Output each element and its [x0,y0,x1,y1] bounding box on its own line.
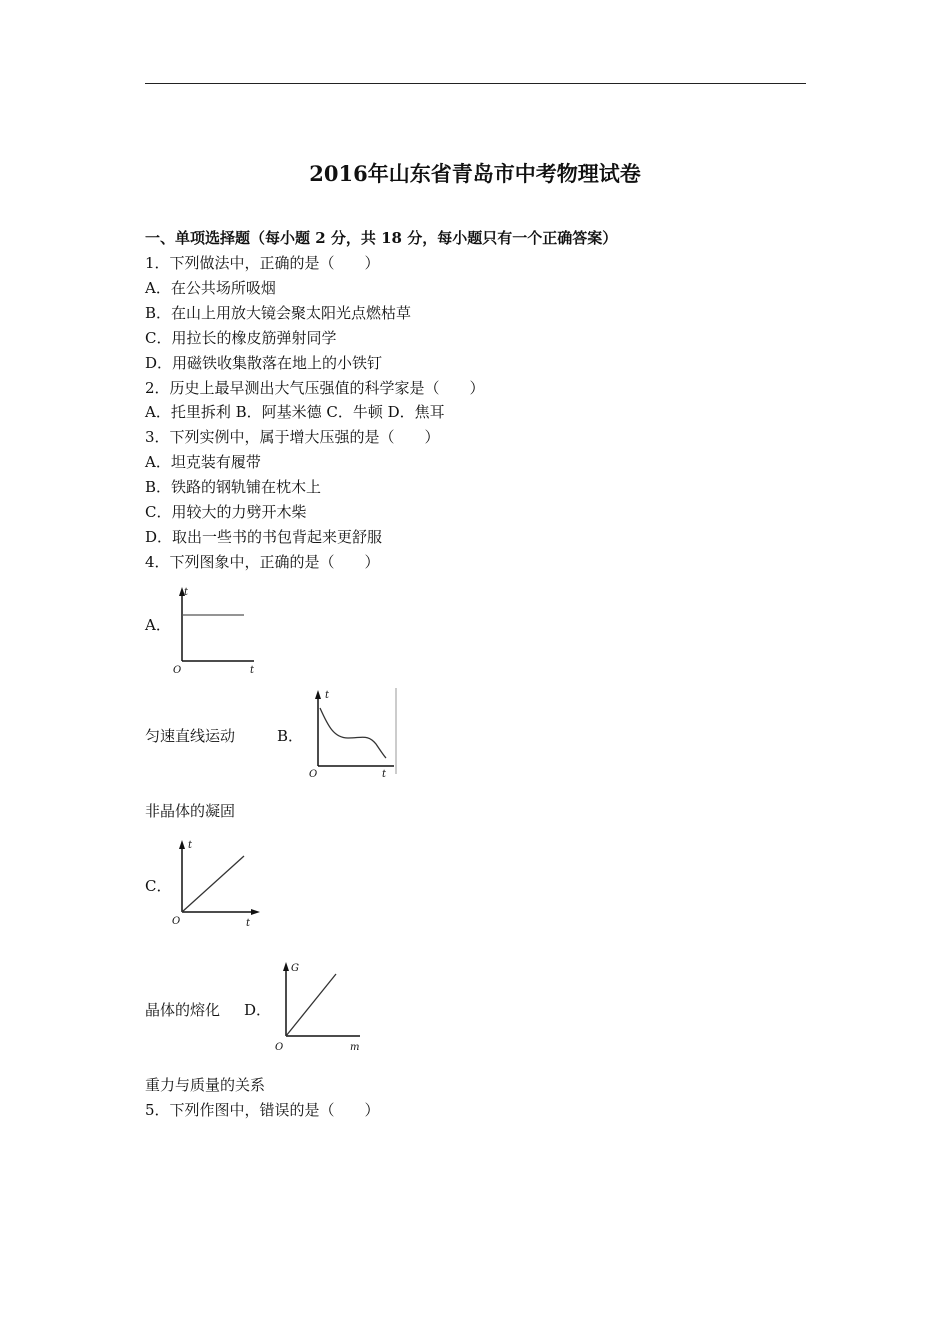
question-3-option-d: D．取出一些书的书包背起来更舒服 [145,528,383,546]
graph-a [168,585,263,675]
question-1-option-b: B．在山上用放大镜会聚太阳光点燃枯草 [145,304,412,322]
question-1-stem: 1．下列做法中，正确的是（ ） [145,254,380,272]
question-1-option-a: A．在公共场所吸烟 [145,279,276,297]
graph-c-origin: O [172,916,181,927]
question-4-option-a-caption: 匀速直线运动 [145,727,236,745]
graph-d [270,958,365,1054]
graph-a-x-label: t [250,665,255,675]
question-4-option-b-caption: 非晶体的凝固 [145,802,236,820]
question-3-stem: 3．下列实例中，属于增大压强的是（ ） [145,428,440,446]
graph-a-y-label: t [184,587,189,598]
question-4-option-a-label: A． [145,616,171,634]
graph-c [168,836,263,928]
question-3-option-a: A．坦克装有履带 [145,453,261,471]
question-4-option-d-label: D． [244,1001,272,1019]
question-4-option-c-label: C． [145,877,172,895]
question-4-option-c-caption: 晶体的熔化 [145,1001,221,1019]
graph-c-y-label: t [188,840,193,851]
graph-b-y-label: t [325,690,330,701]
question-1-option-c: C．用拉长的橡皮筋弹射同学 [145,329,337,347]
graph-b-x-label: t [382,769,387,778]
page-title: 2016年山东省青岛市中考物理试卷 [309,161,641,186]
graph-d-y-label: G [291,963,299,974]
question-2-options: A．托里拆利 B．阿基米德 C．牛顿 D．焦耳 [145,403,445,421]
graph-b-origin: O [309,769,318,778]
graph-b [304,686,400,778]
question-4-option-b-label: B． [277,727,304,745]
graph-d-x-label: m [350,1042,360,1053]
header-rule [145,83,806,84]
question-4-option-d-caption: 重力与质量的关系 [145,1076,266,1094]
graph-c-x-label: t [246,918,251,928]
question-1-option-d: D．用磁铁收集散落在地上的小铁钉 [145,354,383,372]
section-heading: 一、单项选择题（每小题 2 分，共 18 分，每小题只有一个正确答案） [145,229,618,247]
question-2-stem: 2．历史上最早测出大气压强值的科学家是（ ） [145,379,485,397]
graph-a-origin: O [173,665,182,675]
question-3-option-c: C．用较大的力劈开木柴 [145,503,307,521]
question-3-option-b: B．铁路的钢轨铺在枕木上 [145,478,322,496]
question-5-stem: 5．下列作图中，错误的是（ ） [145,1101,380,1119]
graph-d-origin: O [275,1042,284,1053]
question-4-stem: 4．下列图象中，正确的是（ ） [145,553,380,571]
